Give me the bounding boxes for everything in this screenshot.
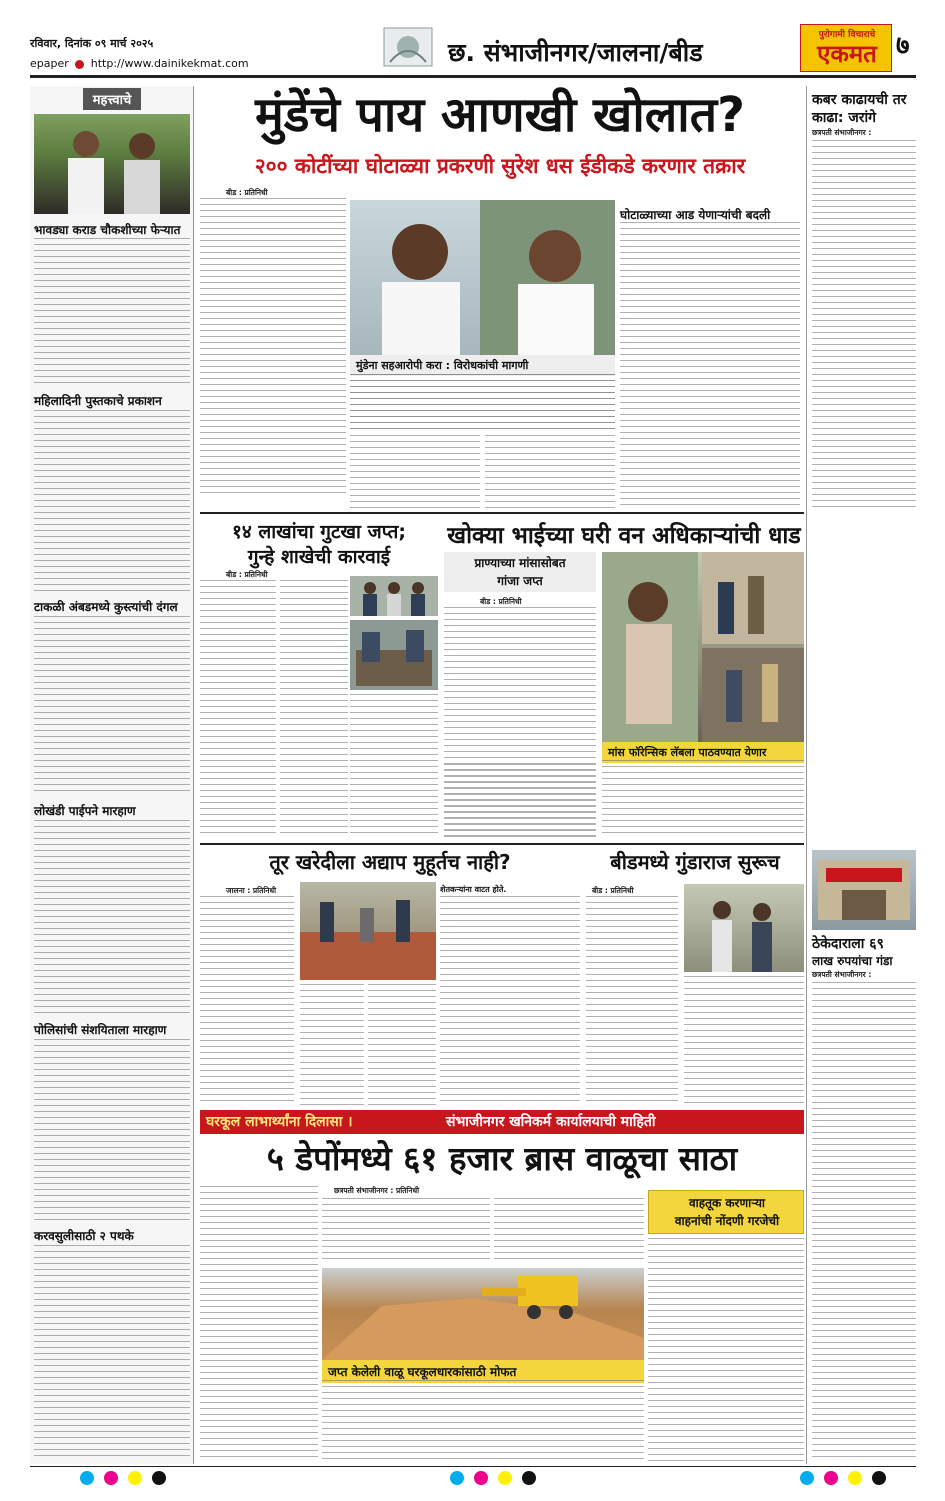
lead-subhead: २०० कोटींच्या घोटाळ्या प्रकरणी सुरेश धस ईडीकडे करणार तक्रार <box>254 154 746 178</box>
left-story-body <box>34 820 190 1016</box>
sand-side-box <box>648 1190 804 1234</box>
forest-headline: खोक्या भाईच्या घरी वन अधिकाऱ्यांची धाड <box>447 523 801 549</box>
left-column-header-label: महत्त्वाचे <box>83 88 142 110</box>
color-mark <box>128 1471 142 1485</box>
right-mid-body <box>812 982 916 1460</box>
sand-photo-caption: जप्त केलेली वाळू घरकूलधारकांसाठी मोफत <box>322 1360 644 1383</box>
issue-date: रविवार, दिनांक ०९ मार्च २०२५ <box>30 37 154 50</box>
left-story-title: भावड्या कराड चौकशीच्या फेऱ्यात <box>34 223 181 237</box>
sand-box-title-2: वाहनांची नोंदणी गरजेची <box>674 1214 780 1228</box>
sand-body-column <box>494 1198 644 1264</box>
forest-body-column <box>444 764 596 838</box>
epaper-logo-icon <box>75 60 84 69</box>
right-top-title: कबर काढायची तर <box>812 92 907 108</box>
sand-body-column <box>322 1198 490 1264</box>
color-mark <box>474 1471 488 1485</box>
gutkha-photo-2 <box>350 620 438 690</box>
gutkha-headline-2: गुन्हे शाखेची कारवाई <box>247 546 391 568</box>
beed-headline: बीडमध्ये गुंडाराज सुरूच <box>610 850 780 874</box>
right-mid-title: ठेकेदाराला ६९ <box>812 936 884 952</box>
epaper-link[interactable] <box>30 57 249 70</box>
sand-headline: ५ डेपोंमध्ये ६१ हजार ब्रास वाळूचा साठा <box>266 1139 738 1178</box>
beed-byline: बीड : प्रतिनिधी <box>592 886 634 895</box>
left-story-body <box>34 1245 190 1459</box>
forest-caption-body <box>602 760 804 838</box>
left-story-title: महिलादिनी पुस्तकाचे प्रकाशन <box>34 394 162 408</box>
tur-body-column <box>368 984 436 1106</box>
color-mark <box>848 1471 862 1485</box>
sand-byline: छत्रपती संभाजीनगर : प्रतिनिधी <box>334 1186 420 1195</box>
gutkha-byline: बीड : प्रतिनिधी <box>226 570 268 579</box>
color-mark <box>800 1471 814 1485</box>
lead-headline: मुंडेंचे पाय आणखी खोलात? <box>255 87 745 143</box>
lead-byline: बीड : प्रतिनिधी <box>226 188 268 197</box>
gutkha-body-column <box>280 580 348 835</box>
lead-side-body <box>620 222 800 510</box>
forest-kicker <box>444 552 596 592</box>
tur-byline: जालना : प्रतिनिधी <box>226 886 277 895</box>
right-photo <box>812 850 916 930</box>
right-top-body <box>812 140 916 512</box>
forest-kicker-line1: प्राण्याच्या मांसासोबत <box>474 556 566 570</box>
gutkha-body-column <box>350 694 438 835</box>
tur-snippet: शेतकऱ्यांना वाटत होते. <box>440 885 507 894</box>
color-mark <box>80 1471 94 1485</box>
right-mid-dateline: छत्रपती संभाजीनगर : <box>812 970 872 979</box>
tur-body-column <box>300 984 364 1106</box>
section-rule <box>200 512 804 514</box>
tur-headline: तूर खरेदीला अद्याप मुहूर्तच नाही? <box>269 850 511 874</box>
lead-side-title: घोटाळ्याच्या आड येणाऱ्यांची बदली <box>620 208 771 222</box>
masthead-rule <box>30 75 916 78</box>
right-mid-title-2: लाख रुपयांचा गंडा <box>812 954 893 968</box>
color-mark <box>824 1471 838 1485</box>
color-mark <box>498 1471 512 1485</box>
sand-kicker: घरकूल लाभार्थ्यांना दिलासा । <box>206 1114 353 1130</box>
section-title: छ. संभाजीनगर/जालना/बीड <box>448 38 703 67</box>
brand-name: एकमत <box>817 40 877 68</box>
forest-kicker-line2: गांजा जप्त <box>497 574 543 588</box>
tur-body-column <box>200 896 294 1106</box>
lead-photo <box>350 200 615 355</box>
left-story-body <box>34 1039 190 1221</box>
left-column-header <box>30 88 194 110</box>
right-top-title-2: काढा: जरांगे <box>812 110 876 126</box>
left-story-title: पोलिसांची संशयिताला मारहाण <box>34 1023 167 1037</box>
color-mark <box>152 1471 166 1485</box>
epaper-label: epaper <box>30 57 69 70</box>
page-number: ७ <box>896 31 910 61</box>
sand-kicker-bar <box>200 1110 804 1134</box>
forest-photo-caption: मांस फॉरेन्सिक लॅबला पाठवण्यात येणार <box>602 742 804 763</box>
left-story-title: करवसुलीसाठी २ पथके <box>34 1229 134 1243</box>
color-mark <box>450 1471 464 1485</box>
brand-tagline: पुरोगामी विचाराचे <box>818 30 876 40</box>
lead-body-column <box>350 435 480 510</box>
footer-rule <box>30 1466 916 1467</box>
site-url[interactable]: http://www.dainikekmat.com <box>90 57 249 70</box>
left-column-photo <box>34 114 190 214</box>
beed-photo <box>684 884 804 972</box>
right-top-dateline: छत्रपती संभाजीनगर : <box>812 128 872 137</box>
left-story-body <box>34 616 190 796</box>
tur-photo <box>300 882 436 980</box>
brand-logo <box>800 24 892 72</box>
lead-photo-caption: मुंडेना सहआरोपी करा : विरोधकांची मागणी <box>350 355 615 376</box>
color-mark <box>104 1471 118 1485</box>
lead-caption-body <box>350 374 615 430</box>
lead-body-column <box>200 198 346 498</box>
sand-body-column <box>200 1186 318 1462</box>
sand-photo <box>322 1268 644 1360</box>
section-rule <box>200 843 804 845</box>
gutkha-photo <box>350 576 438 616</box>
color-mark <box>872 1471 886 1485</box>
tur-body-column <box>440 896 580 1106</box>
left-story-title: लोखंडी पाईपने मारहाण <box>34 804 136 818</box>
sand-box-title: वाहतूक करणाऱ्या <box>688 1196 766 1210</box>
forest-photo <box>602 552 804 742</box>
sand-kicker-2: संभाजीनगर खनिकर्म कार्यालयाची माहिती <box>446 1114 656 1130</box>
right-column-rule <box>806 86 807 1464</box>
left-story-body <box>34 410 190 592</box>
gutkha-body-column <box>200 580 276 835</box>
forest-byline: बीड : प्रतिनिधी <box>480 597 522 606</box>
color-mark <box>522 1471 536 1485</box>
left-story-title: टाकळी अंबडमध्ये कुस्त्यांची दंगल <box>34 600 178 614</box>
gutkha-headline: १४ लाखांचा गुटखा जप्त; <box>232 521 406 543</box>
emblem-icon <box>378 22 438 72</box>
beed-body-column <box>684 976 804 1106</box>
sand-caption-body <box>322 1380 644 1462</box>
beed-body-column <box>586 896 678 1106</box>
lead-body-column <box>485 435 615 510</box>
sand-box-body <box>648 1238 804 1462</box>
left-story-body <box>34 238 190 386</box>
